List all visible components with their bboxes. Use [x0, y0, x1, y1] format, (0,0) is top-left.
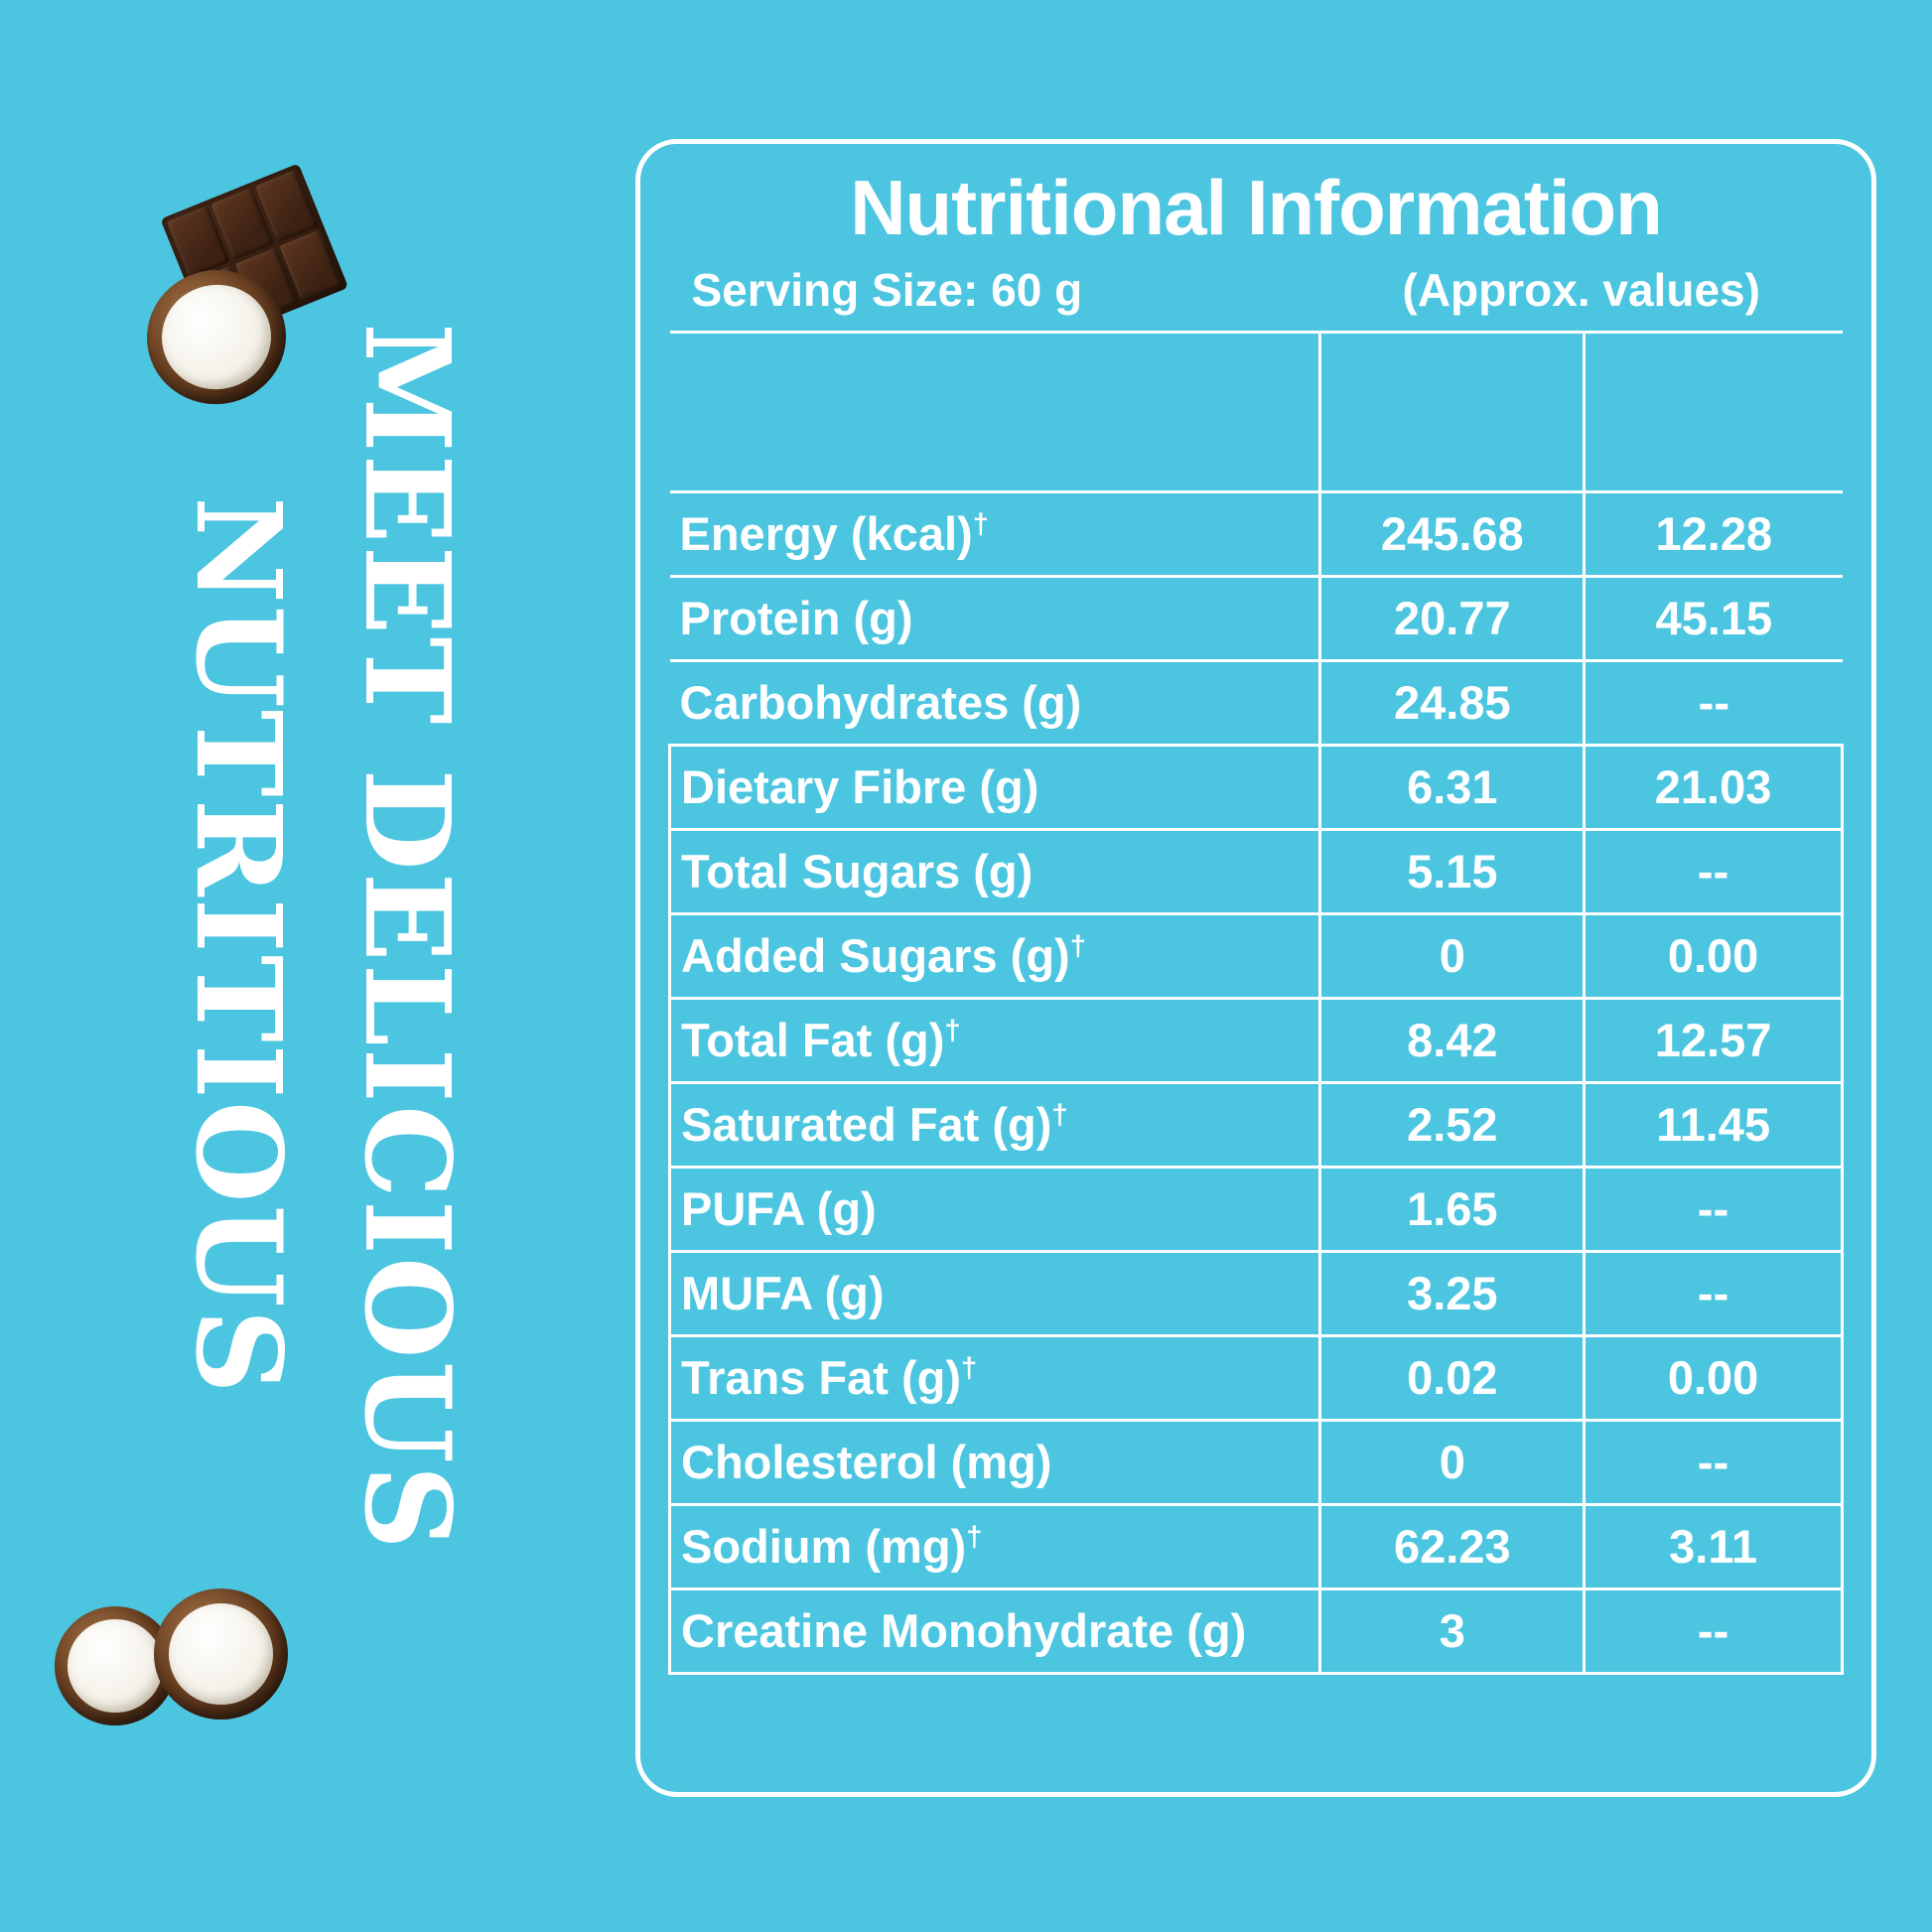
nutrient-name-cell: Total Sugars (g): [670, 829, 1320, 913]
spacer-cell: [1320, 332, 1585, 491]
nutrient-name-cell: Sodium (mg)†: [670, 1504, 1320, 1588]
nutrient-value-per-serving-cell: 62.23: [1320, 1504, 1585, 1588]
nutrient-value-rda-cell: 12.57: [1585, 998, 1843, 1082]
nutrition-table-body: [670, 251, 1843, 1674]
table-row: [670, 576, 1843, 660]
table-header-row: [670, 251, 1843, 333]
nutrient-value-per-serving-cell: 8.42: [1320, 998, 1585, 1082]
nutrient-name-cell: Added Sugars (g)†: [670, 913, 1320, 998]
table-row: [670, 660, 1843, 745]
table-row: [670, 1167, 1843, 1251]
nutrient-value-rda-cell: --: [1585, 829, 1843, 913]
nutrient-name-cell: Total Fat (g)†: [670, 998, 1320, 1082]
nutrient-value-rda-cell: 11.45: [1585, 1082, 1843, 1167]
page-title: Nutritional Information: [850, 164, 1662, 251]
left-decorative-column: [0, 0, 606, 1932]
table-row: [670, 1420, 1843, 1504]
nutrient-value-rda-cell: --: [1585, 1588, 1843, 1673]
table-row: [670, 1588, 1843, 1673]
spacer-cell: [670, 332, 1320, 491]
dagger-marker: †: [1051, 1099, 1068, 1132]
dagger-marker: †: [944, 1015, 961, 1047]
nutrient-value-per-serving-cell: 1.65: [1320, 1167, 1585, 1251]
nutrient-value-per-serving-cell: 245.68: [1320, 491, 1585, 576]
nutrient-value-rda-cell: 21.03: [1585, 745, 1843, 829]
vertical-headline-nutritious: NUTRITIOUS: [170, 496, 308, 1396]
nutrient-value-per-serving-cell: 5.15: [1320, 829, 1585, 913]
spacer-cell: [1585, 332, 1843, 491]
nutrient-value-per-serving-cell: 20.77: [1320, 576, 1585, 660]
nutrient-value-rda-cell: 12.28: [1585, 491, 1843, 576]
nutrient-name-cell: Creatine Monohydrate (g): [670, 1588, 1320, 1673]
nutrient-name-cell: Energy (kcal)†: [670, 491, 1320, 576]
nutrient-name-cell: Saturated Fat (g)†: [670, 1082, 1320, 1167]
approx-values-label: (Approx. values): [1320, 251, 1843, 333]
nutrient-value-per-serving-cell: 6.31: [1320, 745, 1585, 829]
nutrient-value-rda-cell: --: [1585, 1251, 1843, 1335]
vertical-headline-meet-delicious: MEET DELICIOUS: [339, 323, 477, 1552]
nutrition-panel: [635, 139, 1876, 1797]
nutrient-value-rda-cell: 0.00: [1585, 913, 1843, 998]
nutrient-value-rda-cell: 3.11: [1585, 1504, 1843, 1588]
nutrient-value-rda-cell: 45.15: [1585, 576, 1843, 660]
dagger-marker: †: [966, 1521, 983, 1554]
table-row: [670, 1504, 1843, 1588]
dagger-marker: †: [1069, 930, 1086, 963]
nutrient-name-cell: PUFA (g): [670, 1167, 1320, 1251]
table-row: [670, 745, 1843, 829]
dagger-marker: †: [972, 508, 989, 541]
nutrient-value-per-serving-cell: 0: [1320, 1420, 1585, 1504]
table-row: [670, 913, 1843, 998]
nutrient-value-rda-cell: --: [1585, 1167, 1843, 1251]
nutrient-name-cell: MUFA (g): [670, 1251, 1320, 1335]
nutrient-name-cell: Dietary Fibre (g): [670, 745, 1320, 829]
coconut-half-icon: [138, 261, 294, 413]
table-row: [670, 829, 1843, 913]
coconut-flesh: [68, 1619, 162, 1713]
nutrition-table: [668, 251, 1844, 1675]
nutrient-name-cell: Carbohydrates (g): [670, 660, 1320, 745]
nutrient-value-per-serving-cell: 3: [1320, 1588, 1585, 1673]
dagger-marker: †: [961, 1352, 978, 1385]
coconut-flesh: [169, 1603, 273, 1706]
nutrient-value-per-serving-cell: 0: [1320, 913, 1585, 998]
coconut-pair-icon: [154, 1588, 288, 1720]
table-row: [670, 1251, 1843, 1335]
table-row: [670, 998, 1843, 1082]
nutrient-value-rda-cell: --: [1585, 660, 1843, 745]
nutrient-value-rda-cell: 0.00: [1585, 1335, 1843, 1420]
table-row: [670, 1082, 1843, 1167]
table-row: [670, 491, 1843, 576]
nutrient-value-per-serving-cell: 24.85: [1320, 660, 1585, 745]
nutrient-name-cell: Trans Fat (g)†: [670, 1335, 1320, 1420]
nutrient-name-cell: Protein (g): [670, 576, 1320, 660]
serving-size-label: Serving Size: 60 g: [670, 251, 1320, 333]
nutrient-value-per-serving-cell: 3.25: [1320, 1251, 1585, 1335]
table-spacer-row: [670, 332, 1843, 491]
nutrient-value-rda-cell: --: [1585, 1420, 1843, 1504]
nutrient-value-per-serving-cell: 2.52: [1320, 1082, 1585, 1167]
table-row: [670, 1335, 1843, 1420]
nutrient-value-per-serving-cell: 0.02: [1320, 1335, 1585, 1420]
nutrient-name-cell: Cholesterol (mg): [670, 1420, 1320, 1504]
